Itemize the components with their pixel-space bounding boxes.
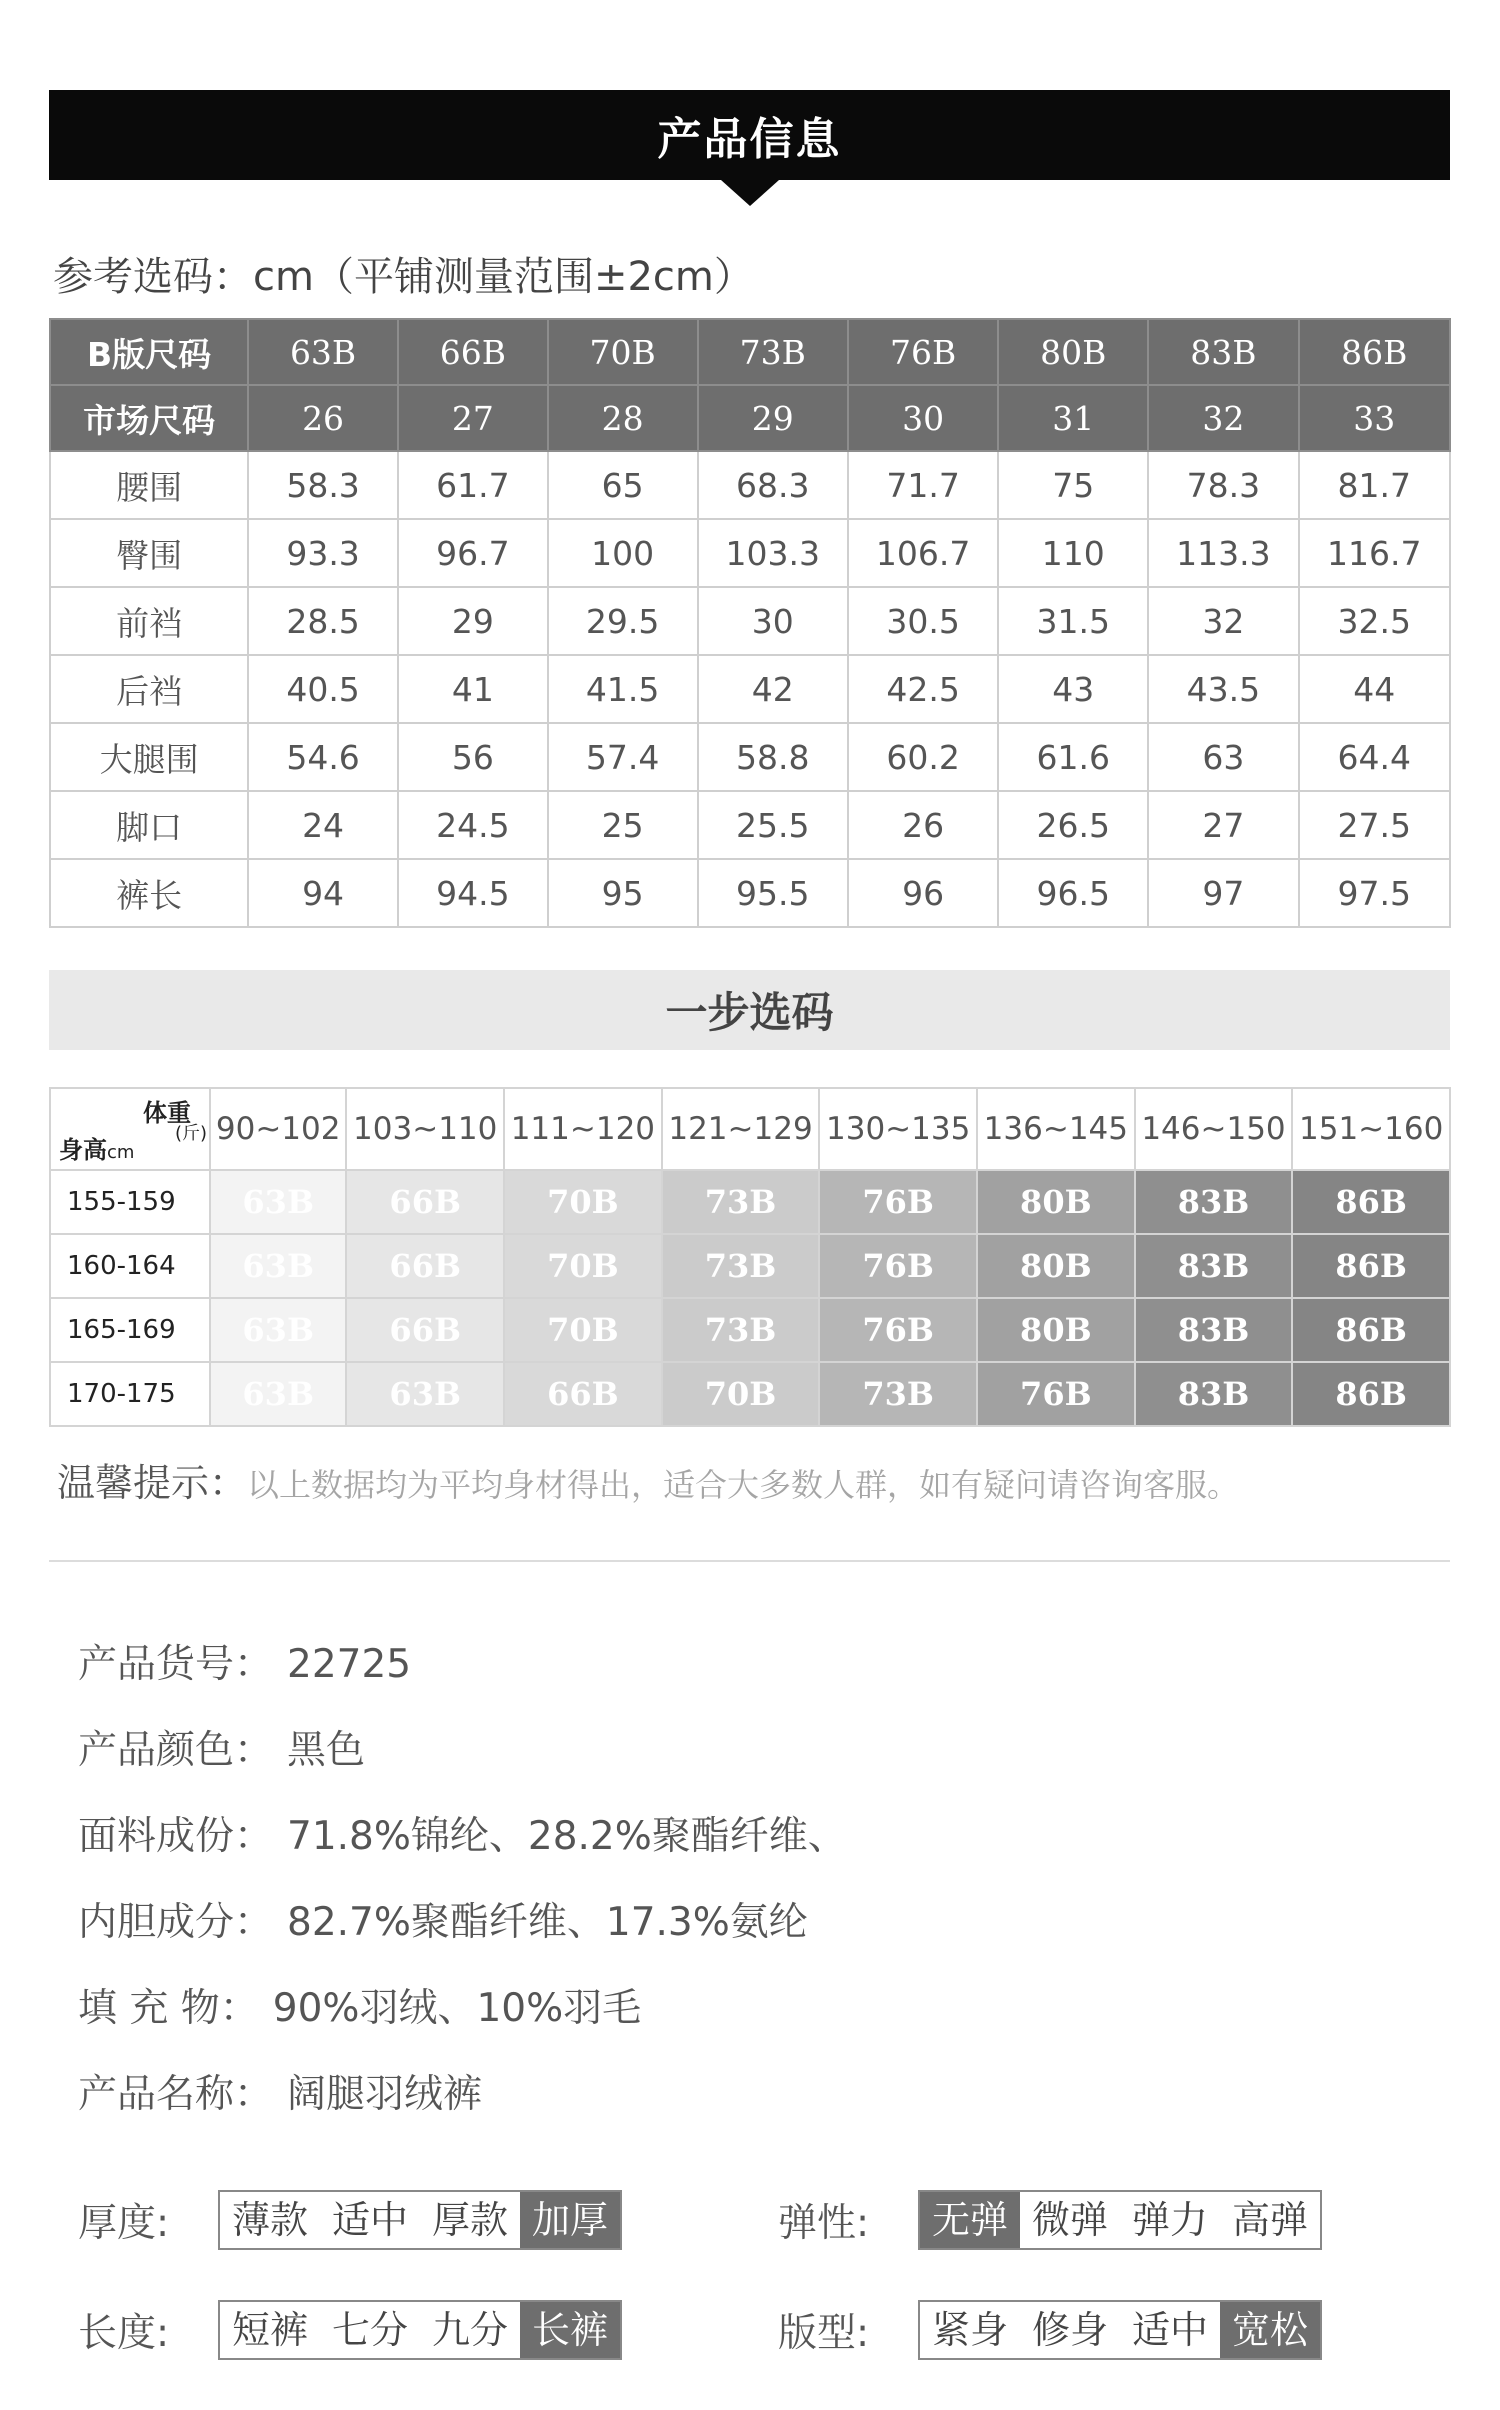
measurement-value: 96.5 bbox=[998, 859, 1148, 927]
measurement-value: 29 bbox=[398, 587, 548, 655]
attribute-options bbox=[918, 2300, 1322, 2360]
measurement-label: 裤长 bbox=[50, 859, 248, 927]
size-header-cell: 27 bbox=[398, 385, 548, 451]
recommended-size: 83B bbox=[1135, 1234, 1293, 1298]
recommended-size: 73B bbox=[819, 1362, 977, 1426]
measurement-value: 93.3 bbox=[248, 519, 398, 587]
size-header-cell: 31 bbox=[998, 385, 1148, 451]
measurement-value: 58.8 bbox=[698, 723, 848, 791]
measurement-value: 29.5 bbox=[548, 587, 698, 655]
height-label: 身高 bbox=[59, 1136, 107, 1164]
measurement-label: 腰围 bbox=[50, 451, 248, 519]
measurement-value: 43 bbox=[998, 655, 1148, 723]
size-header-label: 市场尺码 bbox=[50, 385, 248, 451]
attribute-options bbox=[218, 2190, 622, 2250]
attribute-option: 厚款 bbox=[432, 2198, 509, 2242]
product-info-banner bbox=[49, 90, 1450, 180]
recommended-size: 63B bbox=[210, 1298, 346, 1362]
weight-height-corner bbox=[50, 1088, 210, 1170]
attribute-label: 长度: bbox=[78, 2311, 170, 2356]
measurement-label: 脚口 bbox=[50, 791, 248, 859]
product-info-label: 产品货号： bbox=[78, 1642, 274, 1687]
recommended-size: 76B bbox=[977, 1362, 1135, 1426]
measurement-value: 116.7 bbox=[1299, 519, 1450, 587]
attribute-option: 适中 bbox=[1132, 2308, 1209, 2352]
recommended-size: 63B bbox=[210, 1170, 346, 1234]
size-recommendation-table bbox=[49, 1087, 1451, 1427]
height-range: 155-159 bbox=[50, 1170, 210, 1234]
measurement-row bbox=[50, 451, 1450, 519]
recommended-size: 86B bbox=[1292, 1298, 1450, 1362]
product-info-row bbox=[78, 1640, 847, 1726]
recommended-size: 86B bbox=[1292, 1170, 1450, 1234]
size-header-cell: 80B bbox=[998, 319, 1148, 385]
recommended-size: 70B bbox=[504, 1298, 662, 1362]
measurement-value: 30.5 bbox=[848, 587, 998, 655]
recommended-size: 66B bbox=[346, 1298, 504, 1362]
measurement-value: 57.4 bbox=[548, 723, 698, 791]
size-header-cell: 83B bbox=[1148, 319, 1298, 385]
product-info-value: 黑色 bbox=[287, 1728, 366, 1773]
weight-range: 121~129 bbox=[662, 1088, 820, 1170]
measurement-value: 41 bbox=[398, 655, 548, 723]
weight-range: 111~120 bbox=[504, 1088, 662, 1170]
measurement-row bbox=[50, 723, 1450, 791]
product-info-row bbox=[78, 1984, 847, 2070]
attribute-group bbox=[78, 2300, 622, 2360]
b-size-row bbox=[50, 319, 1450, 385]
attribute-group bbox=[778, 2190, 1322, 2250]
measurement-value: 31.5 bbox=[998, 587, 1148, 655]
measurement-row bbox=[50, 519, 1450, 587]
measurement-value: 96 bbox=[848, 859, 998, 927]
recommended-size: 80B bbox=[977, 1234, 1135, 1298]
measurement-value: 113.3 bbox=[1148, 519, 1298, 587]
height-range: 165-169 bbox=[50, 1298, 210, 1362]
warm-tip bbox=[57, 1452, 1239, 1507]
measurement-value: 25.5 bbox=[698, 791, 848, 859]
measurement-value: 43.5 bbox=[1148, 655, 1298, 723]
height-label-wrap bbox=[59, 1130, 134, 1165]
measurement-value: 110 bbox=[998, 519, 1148, 587]
measurement-value: 100 bbox=[548, 519, 698, 587]
measurement-value: 81.7 bbox=[1299, 451, 1450, 519]
recommended-size: 76B bbox=[819, 1234, 977, 1298]
attribute-label: 厚度: bbox=[78, 2201, 170, 2246]
recommended-size: 66B bbox=[346, 1234, 504, 1298]
product-details bbox=[78, 1640, 847, 2156]
recommended-size: 80B bbox=[977, 1298, 1135, 1362]
measurement-row bbox=[50, 791, 1450, 859]
attribute-label: 版型: bbox=[778, 2311, 870, 2356]
measurement-value: 27 bbox=[1148, 791, 1298, 859]
recommended-size: 70B bbox=[662, 1362, 820, 1426]
product-info-value: 22725 bbox=[287, 1642, 412, 1687]
product-info-value: 82.7%聚酯纤维、17.3%氨纶 bbox=[287, 1900, 808, 1945]
recommended-size: 70B bbox=[504, 1234, 662, 1298]
height-row bbox=[50, 1362, 1450, 1426]
size-header-cell: 63B bbox=[248, 319, 398, 385]
tip-label: 温馨提示： bbox=[57, 1461, 248, 1505]
measurement-value: 78.3 bbox=[1148, 451, 1298, 519]
measurement-value: 103.3 bbox=[698, 519, 848, 587]
recommended-size: 73B bbox=[662, 1234, 820, 1298]
weight-unit: (斤) bbox=[174, 1123, 207, 1144]
measurement-label: 臀围 bbox=[50, 519, 248, 587]
size-header-cell: 28 bbox=[548, 385, 698, 451]
measurement-row bbox=[50, 587, 1450, 655]
measurement-value: 26.5 bbox=[998, 791, 1148, 859]
measurement-row bbox=[50, 655, 1450, 723]
weight-range: 151~160 bbox=[1292, 1088, 1450, 1170]
product-info-value: 阔腿羽绒裤 bbox=[287, 2072, 483, 2117]
measurement-label: 大腿围 bbox=[50, 723, 248, 791]
measurement-value: 97.5 bbox=[1299, 859, 1450, 927]
measurement-value: 25 bbox=[548, 791, 698, 859]
weight-range: 136~145 bbox=[977, 1088, 1135, 1170]
tip-text: 以上数据均为平均身材得出，适合大多数人群，如有疑问请咨询客服。 bbox=[247, 1466, 1240, 1504]
recommended-size: 66B bbox=[346, 1170, 504, 1234]
recommended-size: 63B bbox=[210, 1234, 346, 1298]
size-header-cell: 76B bbox=[848, 319, 998, 385]
attribute-option: 短裤 bbox=[232, 2308, 309, 2352]
size-header-cell: 32 bbox=[1148, 385, 1298, 451]
attribute-option: 薄款 bbox=[232, 2198, 309, 2242]
measurement-value: 40.5 bbox=[248, 655, 398, 723]
recommended-size: 83B bbox=[1135, 1298, 1293, 1362]
product-info-label: 产品颜色： bbox=[78, 1728, 274, 1773]
attribute-option: 九分 bbox=[432, 2308, 509, 2352]
measurement-value: 44 bbox=[1299, 655, 1450, 723]
recommended-size: 63B bbox=[346, 1362, 504, 1426]
attribute-option: 修身 bbox=[1032, 2308, 1109, 2352]
size-header-cell: 66B bbox=[398, 319, 548, 385]
attribute-group bbox=[778, 2300, 1322, 2360]
recommended-size: 86B bbox=[1292, 1234, 1450, 1298]
measurement-value: 28.5 bbox=[248, 587, 398, 655]
measurement-value: 95.5 bbox=[698, 859, 848, 927]
measurement-value: 24.5 bbox=[398, 791, 548, 859]
measurement-value: 26 bbox=[848, 791, 998, 859]
banner-title: 产品信息 bbox=[657, 114, 842, 165]
market-size-row bbox=[50, 385, 1450, 451]
attribute-option: 适中 bbox=[332, 2198, 409, 2242]
measurement-value: 60.2 bbox=[848, 723, 998, 791]
product-info-label: 面料成份： bbox=[78, 1814, 274, 1859]
size-header-cell: 26 bbox=[248, 385, 398, 451]
recommended-size: 70B bbox=[504, 1170, 662, 1234]
attribute-options bbox=[918, 2190, 1322, 2250]
measurement-value: 42.5 bbox=[848, 655, 998, 723]
attribute-option: 长裤 bbox=[520, 2302, 620, 2358]
attribute-option: 微弹 bbox=[1032, 2198, 1109, 2242]
recommended-size: 76B bbox=[819, 1298, 977, 1362]
size-header-cell: 30 bbox=[848, 385, 998, 451]
measurement-value: 42 bbox=[698, 655, 848, 723]
measurement-value: 106.7 bbox=[848, 519, 998, 587]
product-info-row bbox=[78, 1812, 847, 1898]
banner-arrow-icon bbox=[721, 180, 779, 206]
attribute-option: 七分 bbox=[332, 2308, 409, 2352]
height-row bbox=[50, 1298, 1450, 1362]
height-range: 160-164 bbox=[50, 1234, 210, 1298]
product-info-value: 71.8%锦纶、28.2%聚酯纤维、 bbox=[287, 1814, 847, 1859]
measurement-label: 前裆 bbox=[50, 587, 248, 655]
product-info-row bbox=[78, 1898, 847, 1984]
measurement-value: 95 bbox=[548, 859, 698, 927]
measurement-value: 54.6 bbox=[248, 723, 398, 791]
size-chart-table bbox=[49, 318, 1451, 928]
size-header-cell: 86B bbox=[1299, 319, 1450, 385]
size-header-cell: 73B bbox=[698, 319, 848, 385]
measurement-value: 94.5 bbox=[398, 859, 548, 927]
height-row bbox=[50, 1170, 1450, 1234]
measurement-value: 32 bbox=[1148, 587, 1298, 655]
weight-range: 103~110 bbox=[346, 1088, 504, 1170]
measurement-value: 61.6 bbox=[998, 723, 1148, 791]
product-info-label: 产品名称： bbox=[78, 2072, 274, 2117]
weight-range: 90~102 bbox=[210, 1088, 346, 1170]
size-header-cell: 33 bbox=[1299, 385, 1450, 451]
measurement-value: 27.5 bbox=[1299, 791, 1450, 859]
product-info-row bbox=[78, 1726, 847, 1812]
reference-size-title: 参考选码：cm（平铺测量范围±2cm） bbox=[53, 254, 754, 300]
measurement-row bbox=[50, 859, 1450, 927]
measurement-value: 75 bbox=[998, 451, 1148, 519]
height-range: 170-175 bbox=[50, 1362, 210, 1426]
weight-header-row bbox=[50, 1088, 1450, 1170]
measurement-value: 58.3 bbox=[248, 451, 398, 519]
measurement-value: 63 bbox=[1148, 723, 1298, 791]
product-info-value: 90%羽绒、10%羽毛 bbox=[272, 1986, 642, 2031]
height-row bbox=[50, 1234, 1450, 1298]
measurement-value: 41.5 bbox=[548, 655, 698, 723]
attribute-option: 弹力 bbox=[1132, 2198, 1209, 2242]
recommended-size: 86B bbox=[1292, 1362, 1450, 1426]
attribute-group bbox=[78, 2190, 622, 2250]
measurement-value: 94 bbox=[248, 859, 398, 927]
measurement-label: 后裆 bbox=[50, 655, 248, 723]
attribute-options bbox=[218, 2300, 622, 2360]
size-header-label: B版尺码 bbox=[50, 319, 248, 385]
weight-range: 146~150 bbox=[1135, 1088, 1293, 1170]
recommended-size: 83B bbox=[1135, 1170, 1293, 1234]
measurement-value: 24 bbox=[248, 791, 398, 859]
step-size-title-bar bbox=[49, 970, 1450, 1050]
size-header-cell: 70B bbox=[548, 319, 698, 385]
recommended-size: 76B bbox=[819, 1170, 977, 1234]
attribute-option: 无弹 bbox=[920, 2192, 1020, 2248]
recommended-size: 73B bbox=[662, 1298, 820, 1362]
measurement-value: 64.4 bbox=[1299, 723, 1450, 791]
product-info-row bbox=[78, 2070, 847, 2156]
size-header-cell: 29 bbox=[698, 385, 848, 451]
attribute-label: 弹性: bbox=[778, 2201, 870, 2246]
attribute-option: 加厚 bbox=[520, 2192, 620, 2248]
product-info-label: 内胆成分： bbox=[78, 1900, 274, 1945]
weight-range: 130~135 bbox=[819, 1088, 977, 1170]
measurement-value: 96.7 bbox=[398, 519, 548, 587]
section-divider bbox=[49, 1560, 1450, 1562]
height-unit: cm bbox=[107, 1142, 135, 1163]
measurement-value: 71.7 bbox=[848, 451, 998, 519]
recommended-size: 73B bbox=[662, 1170, 820, 1234]
measurement-value: 97 bbox=[1148, 859, 1298, 927]
recommended-size: 80B bbox=[977, 1170, 1135, 1234]
attribute-option: 紧身 bbox=[932, 2308, 1009, 2352]
step-size-title: 一步选码 bbox=[665, 988, 834, 1037]
measurement-value: 61.7 bbox=[398, 451, 548, 519]
measurement-value: 32.5 bbox=[1299, 587, 1450, 655]
attribute-option: 宽松 bbox=[1220, 2302, 1320, 2358]
weight-label: 体重 bbox=[143, 1099, 191, 1127]
measurement-value: 30 bbox=[698, 587, 848, 655]
measurement-value: 68.3 bbox=[698, 451, 848, 519]
recommended-size: 63B bbox=[210, 1362, 346, 1426]
product-info-label: 填 充 物： bbox=[78, 1986, 259, 2031]
measurement-value: 56 bbox=[398, 723, 548, 791]
recommended-size: 83B bbox=[1135, 1362, 1293, 1426]
attribute-option: 高弹 bbox=[1232, 2198, 1309, 2242]
measurement-value: 65 bbox=[548, 451, 698, 519]
recommended-size: 66B bbox=[504, 1362, 662, 1426]
